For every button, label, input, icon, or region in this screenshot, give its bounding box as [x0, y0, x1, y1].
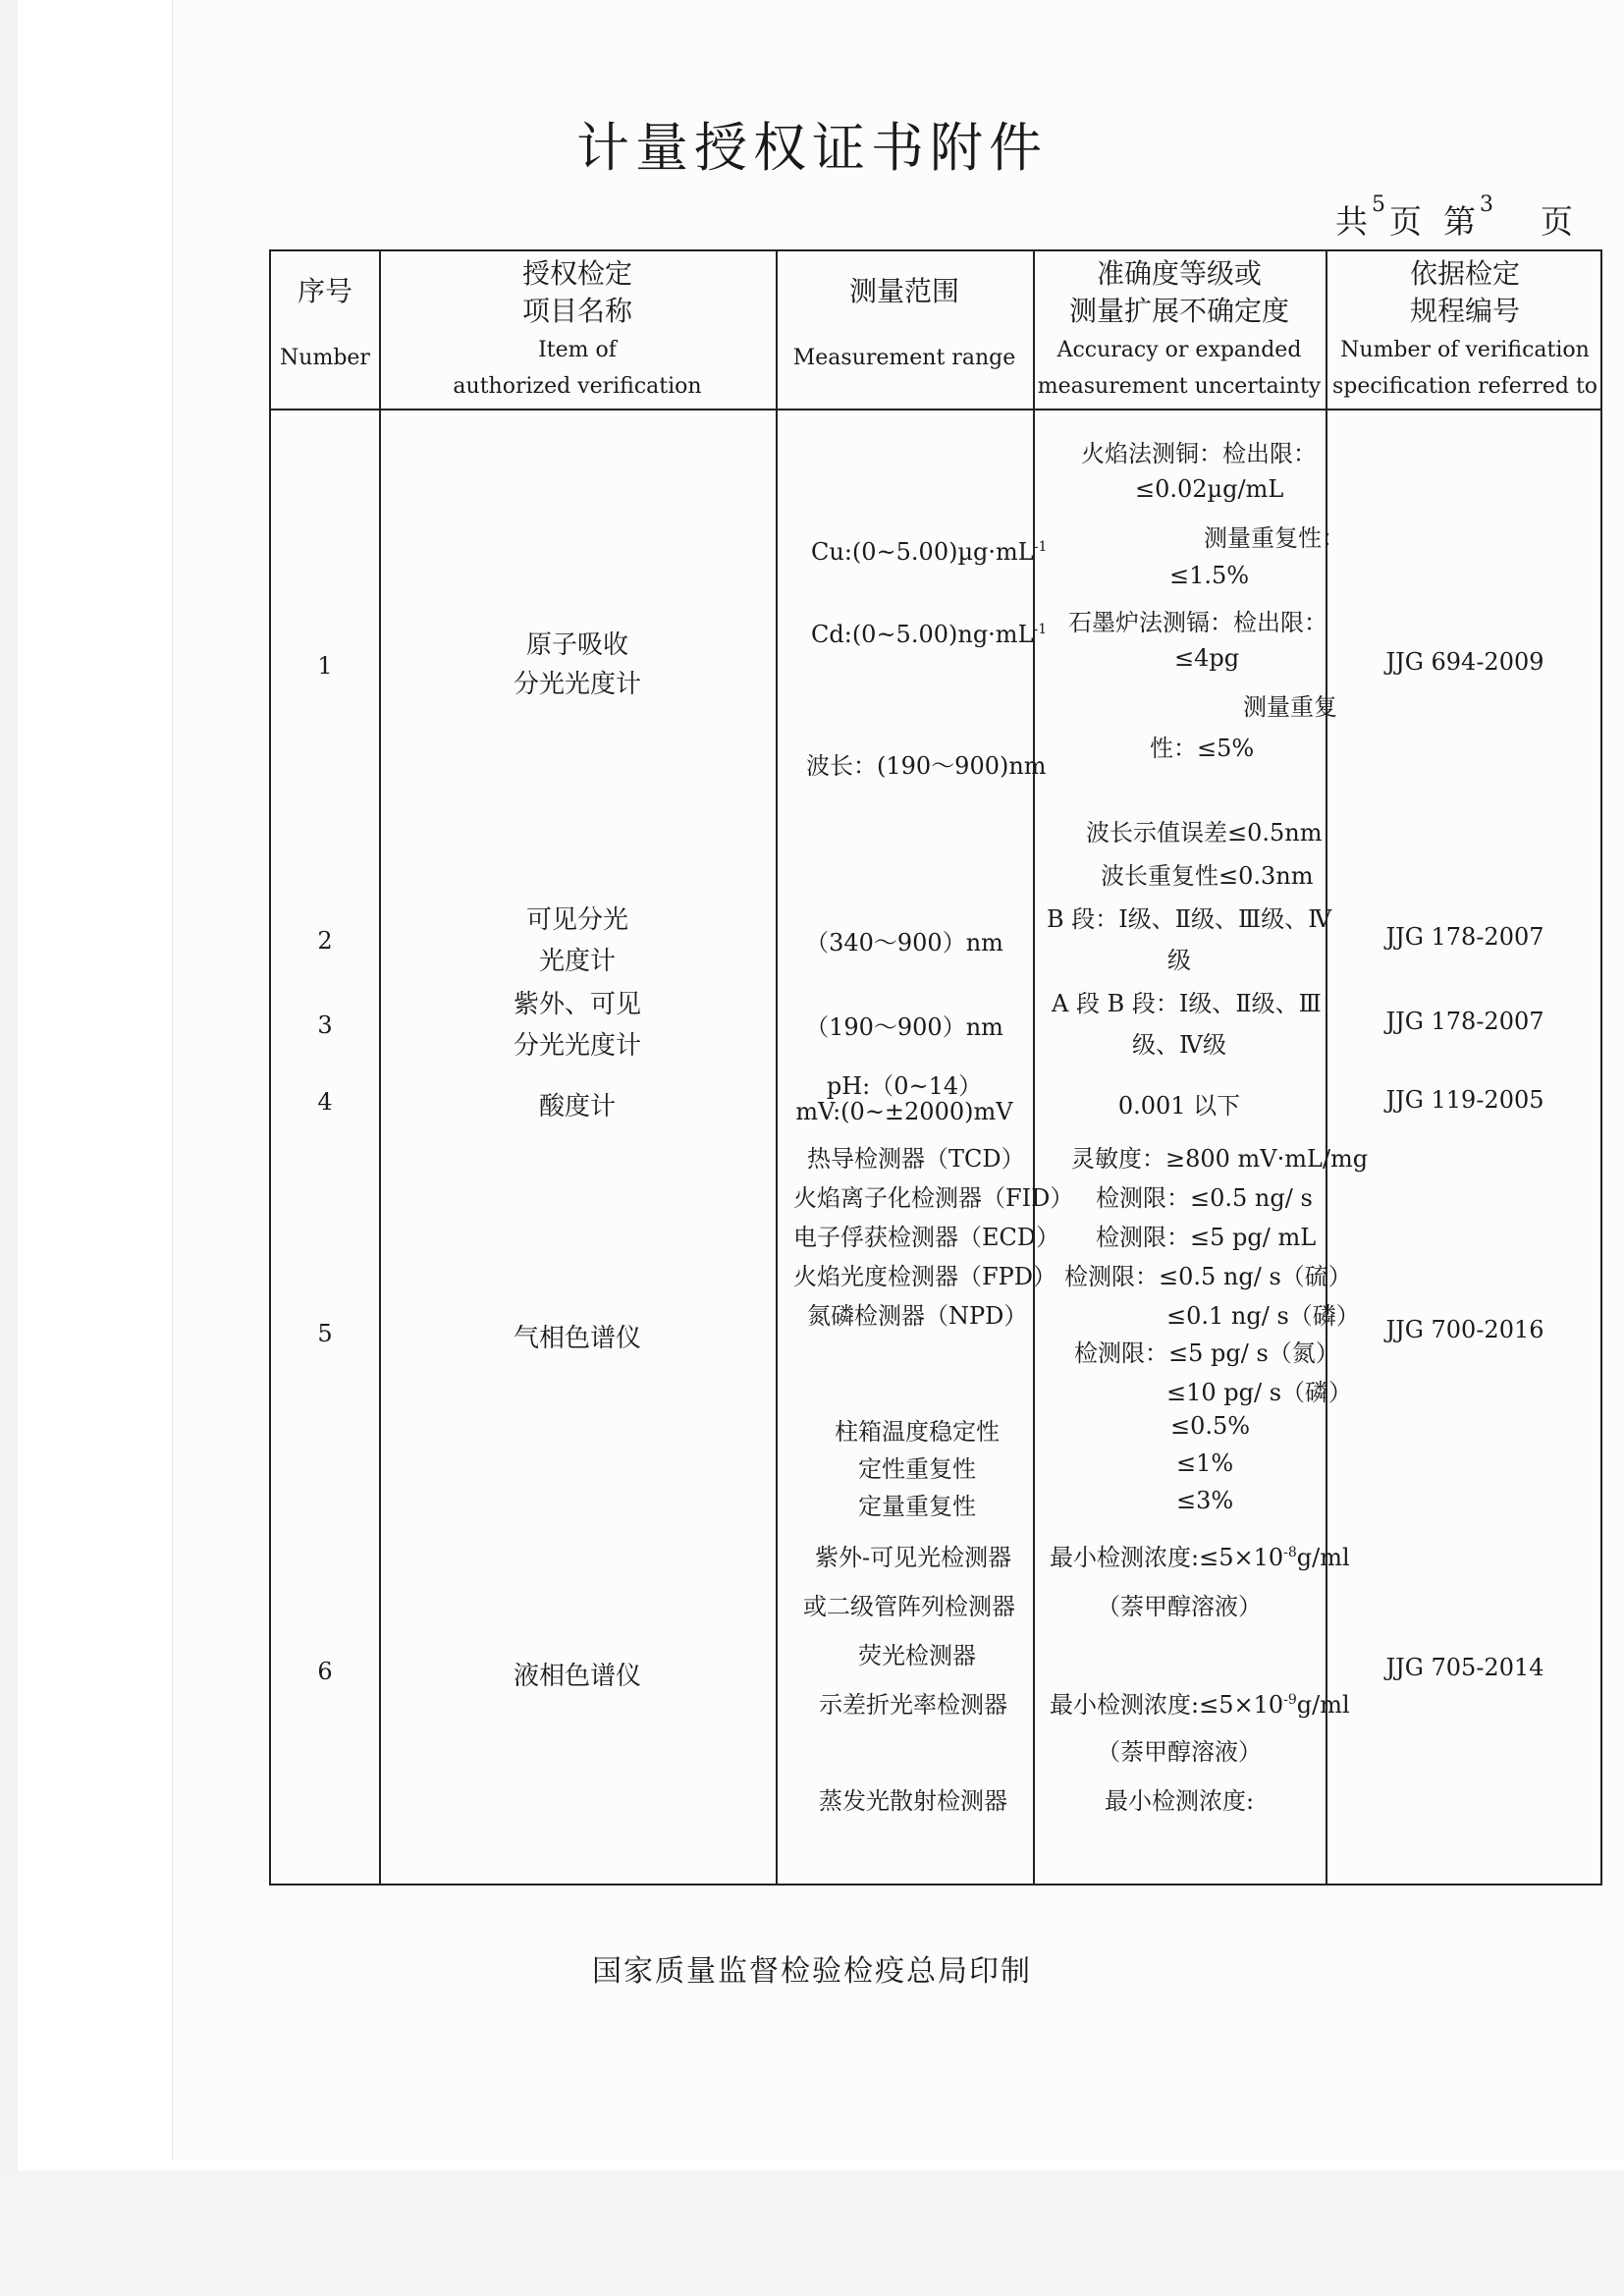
row-2-number: 2 [317, 927, 333, 955]
scan-edge [0, 0, 18, 2170]
row-1-range-cu [811, 538, 1047, 566]
header-accuracy-cn2: 测量扩展不确定度 [1068, 294, 1289, 327]
row-4-item: 酸度计 [538, 1092, 616, 1121]
row-1-acc: 波长重复性≤0.3nm [1101, 862, 1314, 890]
header-range-cn: 测量范围 [848, 275, 959, 307]
header-number [271, 273, 379, 372]
header-accuracy-en2: measurement uncertainty [1037, 374, 1322, 400]
row-4-spec: JJG 119-2005 [1385, 1086, 1544, 1114]
page-indicator [1335, 192, 1573, 243]
row-1-acc: ≤4pg [1174, 644, 1240, 672]
header-item [379, 255, 776, 402]
row-2-acc: 级 [1167, 947, 1191, 974]
document-title: 计量授权证书附件 [576, 117, 1048, 179]
row-1-acc: 性：≤5% [1150, 735, 1255, 762]
row-1-spec: JJG 694-2009 [1385, 648, 1544, 676]
row-5-range: 定性重复性 [858, 1455, 976, 1483]
row-6-acc-c [1050, 1685, 1350, 1720]
row-5-number: 5 [317, 1320, 333, 1347]
page-word: 页 [1389, 202, 1422, 241]
page-suffix: 页 [1541, 202, 1573, 241]
row-1-acc: ≤1.5% [1169, 562, 1250, 589]
column-divider [1326, 251, 1327, 1884]
row-3-spec: JJG 178-2007 [1385, 1008, 1544, 1035]
range-cu-exponent: -1 [1033, 539, 1048, 555]
row-5-acc: ≤1% [1176, 1449, 1234, 1477]
scan-margin [0, 2170, 1624, 2296]
row-1-acc: 火焰法测铜：检出限： [1081, 440, 1317, 467]
row-1-acc: ≤0.02µg/mL [1135, 475, 1284, 503]
row-5-range: 柱箱温度稳定性 [835, 1418, 1000, 1446]
row-5-acc: 灵敏度：≥800 mV·mL/mg [1071, 1145, 1369, 1173]
row-6-range: 荧光检测器 [858, 1642, 976, 1669]
range-cd-exponent: -1 [1033, 622, 1048, 637]
header-range-en: Measurement range [792, 345, 1016, 370]
row-4-range-mv: mV:(0~±2000)mV [795, 1098, 1013, 1125]
row-5-item: 气相色谱仪 [513, 1324, 641, 1353]
total-prefix: 共 [1335, 202, 1368, 241]
row-1-item-line2: 分光光度计 [513, 670, 641, 699]
row-5-acc: 检测限：≤0.5 ng/ s [1096, 1184, 1313, 1212]
row-1-acc: 测量重复 [1243, 693, 1337, 721]
row-6-range: 蒸发光散射检测器 [819, 1787, 1007, 1815]
row-6-acc-e: 最小检测浓度: [1104, 1787, 1255, 1815]
row-5-acc: ≤0.5% [1170, 1412, 1251, 1440]
header-accuracy-cn1: 准确度等级或 [1096, 257, 1262, 290]
range-cu-text: Cu:(0~5.00)µg·mL [811, 538, 1034, 566]
row-5-acc: ≤0.1 ng/ s（磷） [1166, 1302, 1360, 1330]
row-3-item-line1: 紫外、可见 [513, 990, 641, 1019]
row-4-acc: 0.001 以下 [1117, 1092, 1241, 1120]
row-5-acc: 检测限：≤0.5 ng/ s（硫） [1064, 1263, 1352, 1290]
row-2-item-line2: 光度计 [538, 947, 616, 976]
row-5-range: 热导检测器（TCD） [807, 1145, 1025, 1173]
row-6-acc-a [1050, 1538, 1350, 1572]
printer-footer: 国家质量监督检验检疫总局印制 [592, 1954, 1032, 1989]
row-5-spec: JJG 700-2016 [1385, 1316, 1544, 1343]
row-6-acc-b: （萘甲醇溶液） [1097, 1593, 1262, 1620]
row-1-acc: 石墨炉法测镉：检出限： [1068, 609, 1327, 636]
header-spec-cn1: 依据检定 [1409, 257, 1520, 290]
row-1-range-cd [811, 621, 1047, 648]
row-5-acc: ≤10 pg/ s（磷） [1166, 1379, 1353, 1406]
header-item-cn2: 项目名称 [521, 294, 632, 327]
current-page: 3 [1480, 192, 1493, 217]
column-divider [379, 251, 381, 1884]
header-item-cn1: 授权检定 [521, 257, 632, 290]
row-2-acc: B 段：Ⅰ级、Ⅱ级、Ⅲ级、Ⅳ [1047, 905, 1332, 933]
row-3-acc: 级、Ⅳ级 [1132, 1031, 1226, 1059]
acc-c-exponent: -9 [1283, 1692, 1297, 1708]
row-5-acc: ≤3% [1176, 1487, 1234, 1514]
row-6-spec: JJG 705-2014 [1385, 1654, 1544, 1681]
row-2-spec: JJG 178-2007 [1385, 923, 1544, 951]
acc-c-unit: g/ml [1296, 1691, 1350, 1719]
row-1-acc: 波长示值误差≤0.5nm [1086, 819, 1323, 847]
header-number-cn: 序号 [297, 275, 352, 307]
row-5-acc: 检测限：≤5 pg/ s（氮） [1074, 1339, 1339, 1367]
row-3-acc: A 段 B 段：Ⅰ级、Ⅱ级、Ⅲ [1052, 990, 1322, 1017]
row-6-range: 紫外-可见光检测器 [815, 1544, 1012, 1571]
header-range [776, 273, 1033, 372]
range-cd-text: Cd:(0~5.00)ng·mL [811, 621, 1034, 648]
row-1-range-wave: 波长：(190～900)nm [806, 752, 1047, 780]
row-4-number: 4 [317, 1088, 333, 1116]
header-accuracy [1033, 255, 1326, 402]
header-number-en: Number [280, 345, 370, 370]
row-5-range: 火焰光度检测器（FPD） [793, 1263, 1057, 1290]
row-6-number: 6 [317, 1658, 333, 1685]
row-6-range: 或二级管阵列检测器 [803, 1593, 1015, 1620]
header-accuracy-en1: Accuracy or expanded [1056, 337, 1302, 362]
header-divider [271, 409, 1600, 410]
authorization-table [269, 249, 1602, 1886]
header-spec-cn2: 规程编号 [1409, 294, 1520, 327]
row-5-acc: 检测限：≤5 pg/ mL [1096, 1224, 1317, 1251]
row-5-range: 氮磷检测器（NPD） [807, 1302, 1028, 1330]
row-6-acc-d: （萘甲醇溶液） [1097, 1738, 1262, 1766]
acc-a-exponent: -8 [1283, 1545, 1297, 1560]
header-spec [1326, 255, 1604, 402]
row-2-range: （340～900）nm [805, 929, 1003, 957]
total-pages: 5 [1372, 192, 1385, 217]
row-6-range: 示差折光率检测器 [819, 1691, 1007, 1719]
acc-a-unit: g/ml [1296, 1544, 1350, 1571]
column-divider [1033, 251, 1035, 1884]
row-3-number: 3 [317, 1011, 333, 1039]
header-spec-en2: specification referred to [1331, 374, 1598, 400]
row-5-range: 火焰离子化检测器（FID） [793, 1184, 1074, 1212]
header-item-en2: authorized verification [453, 374, 702, 400]
row-3-item-line2: 分光光度计 [513, 1031, 641, 1061]
row-1-item-line1: 原子吸收 [525, 630, 628, 660]
row-4-range-ph: pH:（0~14） [826, 1072, 983, 1100]
acc-a-text: 最小检测浓度:≤5×10 [1050, 1544, 1284, 1571]
header-item-en1: Item of [538, 337, 617, 362]
row-2-item-line1: 可见分光 [525, 905, 628, 935]
row-1-acc: 测量重复性： [1204, 524, 1345, 552]
row-5-range: 电子俘获检测器（ECD） [793, 1224, 1060, 1251]
row-5-range: 定量重复性 [858, 1493, 976, 1520]
row-6-item: 液相色谱仪 [513, 1662, 641, 1691]
row-1-number: 1 [317, 652, 333, 680]
current-prefix: 第 [1443, 202, 1476, 241]
row-3-range: （190～900）nm [805, 1013, 1003, 1041]
acc-c-text: 最小检测浓度:≤5×10 [1050, 1691, 1284, 1719]
header-spec-en1: Number of verification [1340, 337, 1590, 362]
